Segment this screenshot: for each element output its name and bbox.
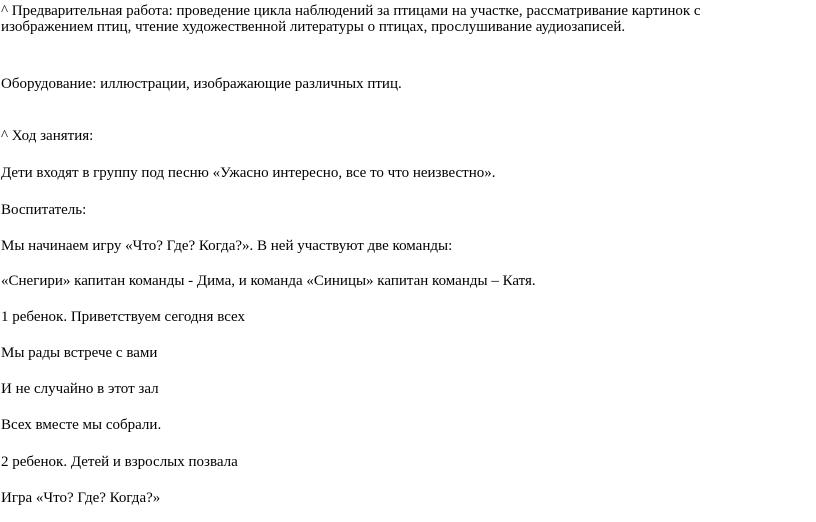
preliminary-work-line-2: изображением птиц, чтение художественной литературы о птицах, прослушивание аудиозаписей. xyxy=(1,19,626,35)
poem-line: 2 ребенок. Детей и взрослых позвала xyxy=(1,454,238,470)
equipment-line: Оборудование: иллюстрации, изображающие различных птиц. xyxy=(1,76,402,92)
lesson-heading: ^ Ход занятия: xyxy=(1,128,94,144)
poem-line: Всех вместе мы собрали. xyxy=(1,417,162,433)
preliminary-work-line-1: ^ Предварительная работа: проведение цикла наблюдений за птицами на участке, рассматривание картинок с xyxy=(1,3,701,19)
poem-line: И не случайно в этот зал xyxy=(1,381,159,397)
poem-line: 1 ребенок. Приветствуем сегодня всех xyxy=(1,309,245,325)
text-line: «Снегири» капитан команды - Дима, и команда «Синицы» капитан команды – Катя. xyxy=(1,273,536,289)
text-line: Дети входят в группу под песню «Ужасно интересно, все то что неизвестно». xyxy=(1,165,496,181)
text-line: Мы начинаем игру «Что? Где? Когда?». В ней участвуют две команды: xyxy=(1,238,453,254)
speaker-label: Воспитатель: xyxy=(1,202,87,218)
poem-line: Игра «Что? Где? Когда?» xyxy=(1,490,161,506)
poem-line: Мы рады встрече с вами xyxy=(1,345,158,361)
